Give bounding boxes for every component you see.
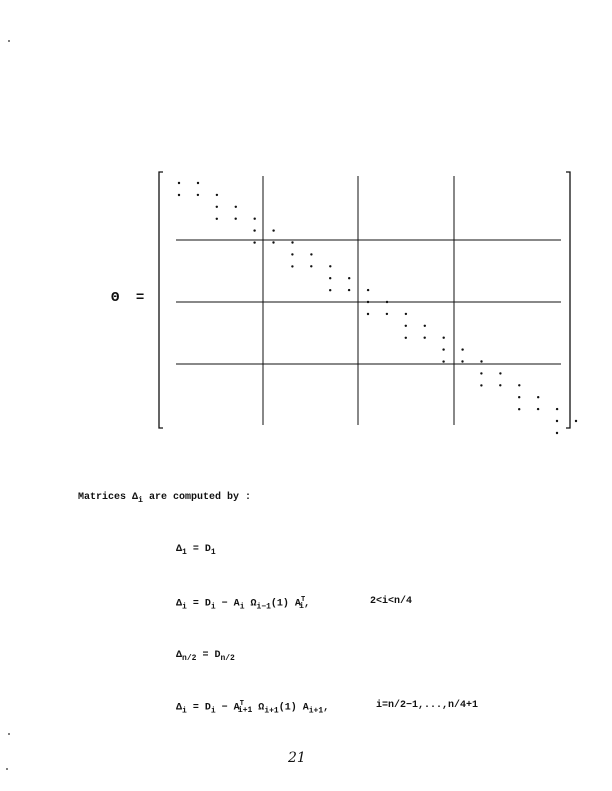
eq4-rhs-at-sup: T xyxy=(239,700,244,708)
eq3-rhs-sub: n/2 xyxy=(220,654,235,663)
diagonal-dot xyxy=(480,372,482,374)
eq4-comma: , xyxy=(323,702,330,714)
theta-equals-sign: = xyxy=(135,290,145,306)
eq2-comma: , xyxy=(303,598,310,610)
eq4-rhs-a: (1) A xyxy=(278,702,309,714)
left-bracket xyxy=(159,172,163,428)
diagonal-dot xyxy=(461,348,463,350)
diagonal-dot xyxy=(499,384,501,386)
theta-equals-label xyxy=(111,290,144,306)
diagonal-dot xyxy=(367,313,369,315)
diagonal-dot xyxy=(178,182,180,184)
diagonal-dot xyxy=(424,325,426,327)
diagonal-dot xyxy=(216,194,218,196)
diagonal-dot xyxy=(575,420,577,422)
diagonal-dot xyxy=(537,408,539,410)
diagonal-dot xyxy=(329,277,331,279)
eq1-rhs: = D xyxy=(192,544,211,555)
scan-speck xyxy=(6,768,8,770)
diagonal-dot xyxy=(443,337,445,339)
eq2-rhs-a-sub: i xyxy=(239,602,245,612)
diagonal-dot xyxy=(291,241,293,243)
eq4-rhs-omega: Ω xyxy=(252,702,265,714)
diagonal-dot xyxy=(367,289,369,291)
diagonal-dot xyxy=(442,360,444,362)
intro-prefix: Matrices xyxy=(78,492,133,503)
eq1-lhs-sub: 1 xyxy=(182,548,187,557)
equation-2-condition: 2<i<n/4 xyxy=(370,596,413,607)
diagonal-dot xyxy=(461,360,463,362)
intro-sentence xyxy=(78,492,251,505)
diagonal-dot xyxy=(499,372,501,374)
diagonal-dot xyxy=(216,218,218,220)
diagonal-dot xyxy=(216,206,218,208)
diagonal-dot xyxy=(367,301,369,303)
eq2-rhs-at-sub: i xyxy=(299,602,304,612)
eq1-rhs-sub: 1 xyxy=(210,548,216,557)
eq4-rhs-d-sub: i xyxy=(210,706,216,716)
equation-4-condition: i=n/2−1,...,n/4+1 xyxy=(376,700,479,711)
equation-2 xyxy=(176,596,310,611)
diagonal-dot xyxy=(197,194,199,196)
diagonal-dot xyxy=(556,408,558,410)
diagonal-dot xyxy=(442,348,444,350)
eq3-lhs-sub: n/2 xyxy=(182,654,197,663)
eq2-rhs-omega: Ω xyxy=(244,598,257,610)
diagonal-dot xyxy=(272,241,274,243)
equation-1 xyxy=(176,544,216,557)
diagonal-dot xyxy=(518,408,520,410)
diagonal-dot xyxy=(178,194,180,196)
eq4-rhs-omega-sub: i+1 xyxy=(264,706,279,716)
page-number: 21 xyxy=(288,750,306,766)
eq4-rhs-a-sub: i+1 xyxy=(308,706,324,716)
diagonal-dot xyxy=(197,182,199,184)
intro-delta-subscript: i xyxy=(138,495,144,505)
diagonal-dot xyxy=(405,325,407,327)
diagonal-dot xyxy=(291,253,293,255)
right-bracket xyxy=(566,172,570,428)
diagonal-dot xyxy=(518,384,520,386)
diagonal-dot xyxy=(310,265,312,267)
diagonal-dot xyxy=(235,206,237,208)
eq4-rhs-at: − A xyxy=(215,702,240,714)
diagonal-dot xyxy=(556,420,558,422)
diagonal-dot xyxy=(556,432,558,434)
eq2-rhs-d-sub: i xyxy=(210,602,216,612)
diagonal-dot xyxy=(386,313,388,315)
theta-symbol: Θ xyxy=(111,290,120,306)
intro-suffix: are computed by : xyxy=(143,492,252,503)
eq2-rhs-d: = D xyxy=(192,598,211,610)
eq4-rhs-d: = D xyxy=(192,702,211,714)
eq2-rhs-at: (1) A xyxy=(270,598,301,610)
diagonal-dot xyxy=(348,277,350,279)
diagonal-dot xyxy=(405,337,407,339)
diagonal-dot xyxy=(253,229,255,231)
diagonal-dot xyxy=(291,265,293,267)
diagonal-dot xyxy=(329,265,331,267)
eq2-rhs-a: − A xyxy=(215,598,240,610)
eq2-rhs-omega-sub: i−1 xyxy=(256,602,271,612)
eq4-rhs-at-sub: i+1 xyxy=(237,706,253,716)
diagonal-dot xyxy=(254,218,256,220)
scan-speck xyxy=(8,733,10,735)
intro-delta-symbol: Δ xyxy=(132,492,139,503)
diagonal-dot xyxy=(235,218,237,220)
equation-4 xyxy=(176,700,329,715)
eq1-lhs: Δ xyxy=(176,544,183,555)
diagonal-band-dots xyxy=(178,182,577,434)
diagonal-dot xyxy=(480,384,482,386)
diagonal-dot xyxy=(405,313,407,315)
eq3-lhs: Δ xyxy=(176,650,183,661)
diagonal-dot xyxy=(253,241,255,243)
diagonal-dot xyxy=(424,337,426,339)
diagonal-dot xyxy=(386,301,388,303)
eq2-lhs-sub: i xyxy=(182,602,187,612)
diagonal-dot xyxy=(272,229,274,231)
diagonal-dot xyxy=(480,360,482,362)
eq4-lhs: Δ xyxy=(176,702,183,714)
diagonal-dot xyxy=(348,289,350,291)
eq2-rhs-at-sup: T xyxy=(300,596,306,604)
diagonal-dot xyxy=(537,396,539,398)
eq3-rhs: = D xyxy=(202,650,221,661)
equation-3 xyxy=(176,650,235,663)
eq4-lhs-sub: i xyxy=(182,706,187,716)
diagonal-dot xyxy=(329,289,331,291)
scan-speck xyxy=(8,40,10,42)
diagonal-dot xyxy=(310,253,312,255)
diagonal-dot xyxy=(518,396,520,398)
eq2-lhs: Δ xyxy=(176,598,183,610)
